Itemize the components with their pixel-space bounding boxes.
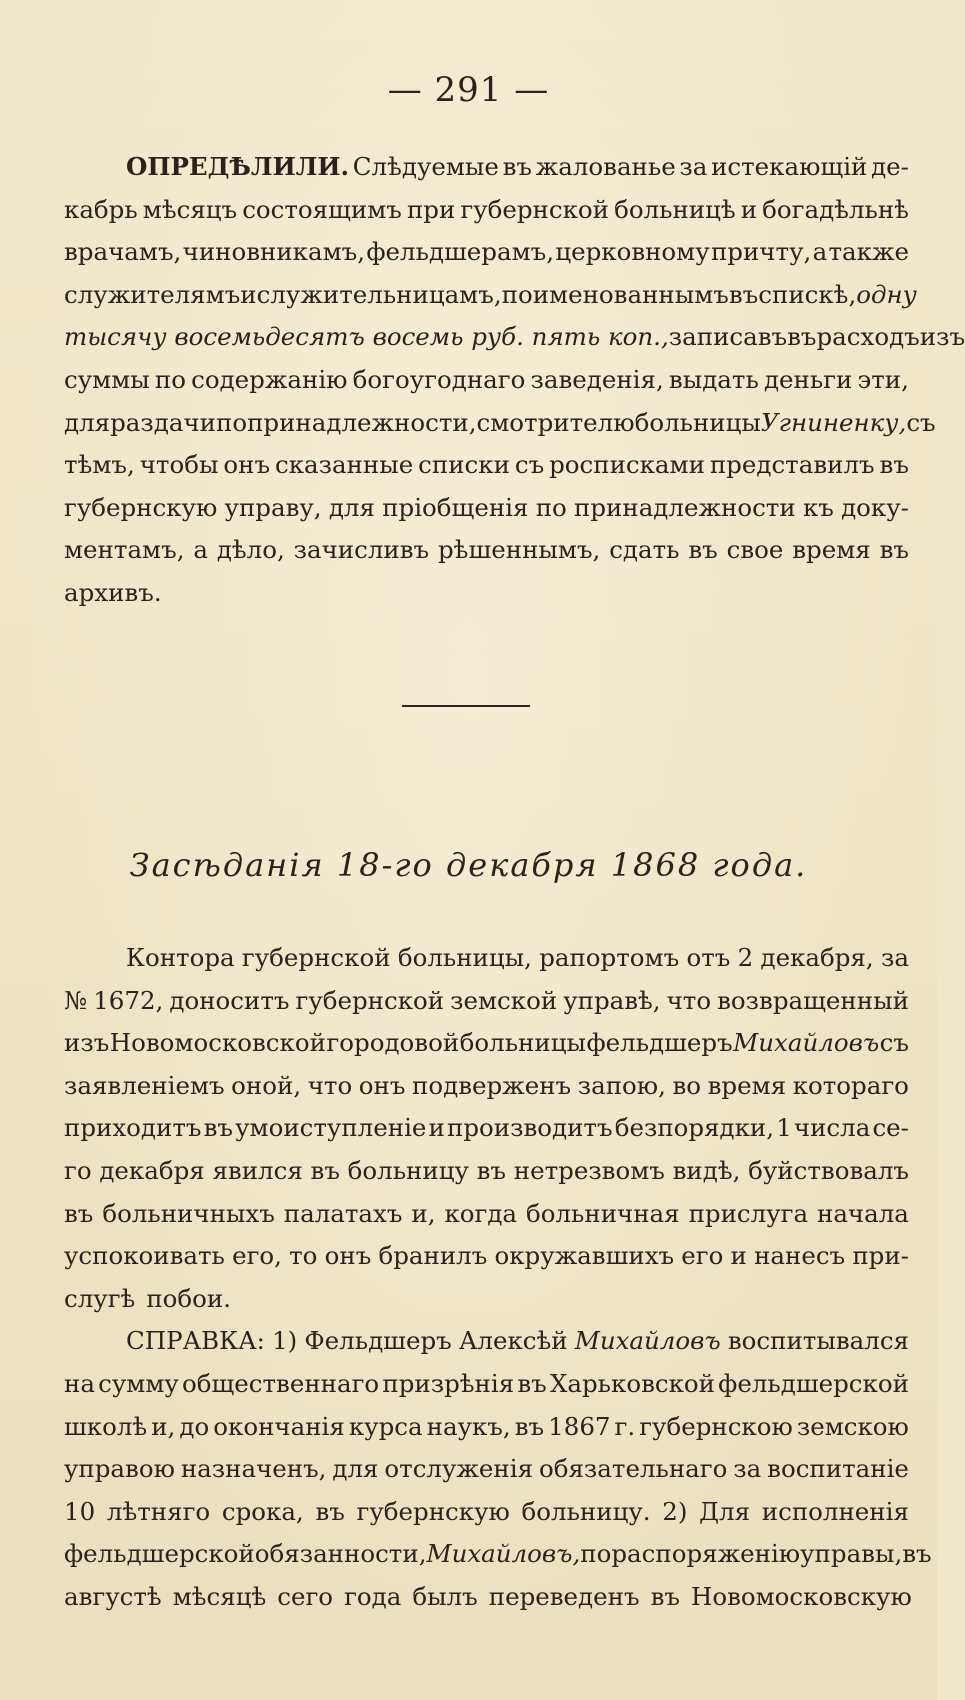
word: се-: [872, 1113, 909, 1143]
word: Контора: [126, 943, 235, 972]
word: состоящимъ: [242, 194, 402, 224]
word: зачисливъ: [293, 535, 430, 565]
word: его,: [232, 1241, 282, 1271]
word: Новомосковской: [109, 1028, 326, 1058]
word: числа: [793, 1113, 871, 1143]
text-line: [64, 980, 909, 1023]
word: окружавшихъ: [494, 1241, 675, 1271]
word: при: [406, 194, 456, 224]
word: по: [535, 492, 567, 522]
word: въ: [787, 322, 817, 352]
word: чтобы: [139, 450, 219, 480]
text-line: [64, 146, 909, 189]
word: по: [215, 407, 248, 437]
word: Слѣдуемые: [352, 152, 499, 181]
word: Алексѣй: [458, 1326, 568, 1356]
word: 2): [662, 1496, 688, 1526]
word: служительницамъ,: [256, 279, 502, 309]
word: врачамъ,: [64, 237, 182, 267]
word: котораго: [792, 1070, 909, 1100]
text-line: [64, 1065, 909, 1108]
word: жалованье: [535, 152, 676, 181]
word: губернской: [241, 943, 391, 972]
word: отслуженія: [384, 1454, 534, 1484]
word: деньги: [763, 364, 853, 394]
text-line: [64, 1235, 909, 1278]
word: съ: [906, 407, 936, 437]
word: губернской: [295, 985, 445, 1015]
word: Новомосковскую: [690, 1581, 912, 1611]
word: фельдшерской: [64, 1539, 255, 1569]
word: воспитывался: [727, 1326, 909, 1356]
word: въ: [517, 1368, 547, 1398]
word: назначенъ,: [180, 1454, 327, 1484]
word: Угниненку,: [760, 407, 907, 437]
word: служителямъ: [64, 279, 241, 309]
text-line: [64, 1193, 909, 1236]
word: призрѣнія: [382, 1368, 515, 1398]
word: по: [154, 364, 186, 394]
word: 1672,: [93, 985, 164, 1015]
word: губернскую: [64, 492, 218, 522]
word: управу,: [224, 492, 322, 522]
word: де-: [871, 152, 909, 181]
section-divider: [402, 705, 530, 707]
word: общественнаго: [181, 1368, 380, 1398]
word: воспитаніе: [767, 1454, 909, 1484]
word: декабря: [99, 1155, 205, 1185]
word: больницы: [634, 407, 761, 437]
word: городовой: [326, 1028, 460, 1058]
word: за: [733, 1454, 762, 1484]
word: 1867: [548, 1411, 611, 1441]
word: для: [328, 492, 375, 522]
word: при-: [852, 1241, 909, 1271]
word: производитъ: [447, 1113, 613, 1143]
word: лѣтняго: [106, 1496, 211, 1526]
word: губернскую: [356, 1496, 510, 1526]
word: фельдшеръ: [586, 1028, 733, 1058]
word: кабрь: [64, 194, 138, 224]
word: буйствовалъ: [748, 1155, 909, 1185]
word: изъ: [64, 1028, 110, 1058]
word: онъ: [358, 1070, 406, 1100]
word: 2: [737, 943, 754, 972]
word: заведенія,: [530, 364, 664, 394]
word: видѣ,: [672, 1155, 741, 1185]
word: фельдшерской: [718, 1368, 909, 1398]
page-number: — 291 —: [387, 70, 550, 110]
word: слугѣ: [64, 1283, 136, 1313]
resolution-paragraph: [64, 146, 965, 615]
word: въ: [879, 535, 909, 565]
word: въ: [728, 279, 759, 309]
text-line: [64, 1576, 912, 1619]
word: дѣло,: [216, 535, 285, 565]
word: 1): [272, 1326, 298, 1356]
word: съ: [514, 450, 545, 480]
word: г.: [614, 1411, 636, 1441]
word: губернской: [460, 194, 610, 224]
word: больницы: [459, 1028, 586, 1058]
word: принадлежности: [574, 492, 796, 522]
word: больничныхъ: [102, 1198, 275, 1228]
word: Михайловъ,: [426, 1539, 581, 1569]
word: управы,: [800, 1539, 903, 1569]
session-heading: Засѣданія 18-го декабря 1868 года.: [129, 846, 808, 884]
word: Харьковской: [549, 1368, 715, 1398]
word: записавъ: [668, 322, 788, 352]
word: а: [193, 535, 208, 565]
text-line: [64, 444, 909, 487]
word: явился: [212, 1155, 303, 1185]
word: выдать: [668, 364, 759, 394]
word: одну: [856, 279, 917, 309]
word: возвращенный: [717, 985, 909, 1015]
word: съ: [879, 1028, 909, 1058]
word: чиновникамъ,: [182, 237, 366, 267]
word: на: [64, 1368, 95, 1398]
word: списки: [418, 450, 510, 480]
word: переведенъ: [488, 1581, 640, 1611]
text-line: [64, 1406, 909, 1449]
word: окончанія: [213, 1411, 345, 1441]
word: побои.: [146, 1283, 232, 1313]
word: ОПРЕДѢЛИЛИ.: [126, 152, 350, 181]
text-line: [64, 1022, 909, 1065]
word: земской: [450, 985, 558, 1015]
word: сумму: [98, 1368, 179, 1398]
word: тысячу восемьдесятъ восемь руб. пять коп.,: [64, 322, 669, 352]
word: и: [730, 1241, 747, 1271]
word: а: [812, 237, 828, 267]
text-line: [64, 1363, 909, 1406]
text-line: [64, 402, 936, 445]
word: богадѣльнѣ: [762, 194, 909, 224]
word: 10: [64, 1496, 96, 1526]
word: время: [792, 535, 871, 565]
text-line: [64, 1448, 909, 1491]
word: оной,: [231, 1070, 302, 1100]
word: бранилъ: [378, 1241, 488, 1271]
word: больничная: [525, 1198, 680, 1228]
word: нанесъ: [754, 1241, 846, 1271]
word: больницѣ: [614, 194, 736, 224]
word: свое: [726, 535, 784, 565]
word: больницы,: [397, 943, 532, 972]
word: въ: [650, 1581, 680, 1611]
report-section: [64, 937, 932, 1619]
word: губернскою: [639, 1411, 793, 1441]
word: также: [828, 237, 909, 267]
word: срока,: [221, 1496, 304, 1526]
word: къ: [802, 492, 834, 522]
word: мѣсяцъ: [142, 194, 238, 224]
word: управою: [64, 1454, 175, 1484]
word: до: [179, 1411, 210, 1441]
word: и,: [151, 1411, 176, 1441]
report-paragraph: [64, 937, 909, 1320]
word: и: [240, 279, 257, 309]
word: рапортомъ: [539, 943, 680, 972]
word: наукъ,: [426, 1411, 511, 1441]
word: для: [332, 1454, 379, 1484]
word: спискѣ,: [758, 279, 857, 309]
word: въ: [310, 1155, 340, 1185]
word: смотрителю: [476, 407, 635, 437]
word: пріобщенія: [382, 492, 529, 522]
word: сего: [277, 1581, 334, 1611]
word: суммы: [64, 364, 150, 394]
word: исполненія: [761, 1496, 909, 1526]
word: содержанію: [191, 364, 348, 394]
word: года: [344, 1581, 402, 1611]
text-line: [64, 529, 909, 572]
word: причту,: [710, 237, 812, 267]
word: го: [64, 1155, 92, 1185]
word: по: [580, 1539, 612, 1569]
word: что: [307, 1070, 353, 1100]
word: въ: [502, 152, 532, 181]
word: принадлежности,: [247, 407, 477, 437]
word: больницу: [347, 1155, 469, 1185]
word: управѣ,: [563, 985, 661, 1015]
word: и,: [411, 1198, 436, 1228]
word: раздачи: [110, 407, 216, 437]
word: для: [64, 407, 111, 437]
word: сказанные: [274, 450, 414, 480]
word: въ: [902, 1539, 932, 1569]
text-line: [64, 1107, 909, 1150]
word: архивъ.: [64, 577, 162, 607]
word: распоряженію: [611, 1539, 801, 1569]
word: обязанности,: [254, 1539, 427, 1569]
word: обязательнаго: [538, 1454, 728, 1484]
word: Фельдшеръ: [304, 1326, 452, 1356]
word: истекающій: [711, 152, 868, 181]
word: за: [679, 152, 708, 181]
word: Михайловъ: [733, 1028, 880, 1058]
word: курса: [348, 1411, 423, 1441]
word: въ: [879, 450, 909, 480]
word: безпорядки,: [614, 1113, 775, 1143]
word: время: [707, 1070, 787, 1100]
text-line: [64, 1320, 909, 1363]
word: и: [428, 1113, 445, 1143]
text-line: [64, 359, 909, 402]
word: отъ: [686, 943, 731, 972]
word: онъ: [324, 1241, 372, 1271]
word: заявленіемъ: [64, 1070, 225, 1100]
word: за: [880, 943, 909, 972]
word: умоиступленіе: [235, 1113, 427, 1143]
word: въ: [514, 1411, 545, 1441]
word: поименованнымъ: [501, 279, 729, 309]
word: подверженъ: [412, 1070, 572, 1100]
word: рѣшеннымъ,: [438, 535, 601, 565]
word: фельдшерамъ,: [366, 237, 555, 267]
word: больницу.: [521, 1496, 651, 1526]
word: церковному: [555, 237, 710, 267]
word: росписками: [549, 450, 705, 480]
word: Для: [699, 1496, 751, 1526]
text-line: [64, 1278, 909, 1321]
word: сдать: [609, 535, 680, 565]
word: мѣсяцѣ: [172, 1581, 267, 1611]
word: былъ: [412, 1581, 478, 1611]
word: представилъ: [709, 450, 875, 480]
word: земскою: [796, 1411, 909, 1441]
word: 1: [776, 1113, 792, 1143]
word: доку-: [841, 492, 909, 522]
word: когда: [444, 1198, 518, 1228]
word: богоугоднаго: [352, 364, 526, 394]
word: въ: [476, 1155, 507, 1185]
text-line: [64, 1150, 909, 1193]
word: прислуга: [688, 1198, 809, 1228]
word: успокоивать: [64, 1241, 225, 1271]
text-line: [64, 1533, 932, 1576]
word: начала: [817, 1198, 909, 1228]
word: школѣ: [64, 1411, 148, 1441]
word: палатахъ: [283, 1198, 403, 1228]
word: Михайловъ: [574, 1326, 721, 1356]
word: эти,: [857, 364, 909, 394]
word: въ: [203, 1113, 233, 1143]
word: въ: [315, 1496, 345, 1526]
word: СПРАВКА:: [126, 1326, 265, 1356]
word: запою,: [577, 1070, 666, 1100]
word: то: [289, 1241, 318, 1271]
text-line: [64, 572, 909, 615]
word: что: [666, 985, 712, 1015]
word: доноситъ: [169, 985, 290, 1015]
text-line: [64, 1491, 909, 1534]
word: приходитъ: [64, 1113, 202, 1143]
text-line: [64, 487, 909, 530]
word: нетрезвомъ: [513, 1155, 665, 1185]
word: изъ: [919, 322, 965, 352]
text-line: [64, 189, 909, 232]
word: и: [740, 194, 758, 224]
word: онъ: [223, 450, 271, 480]
word: декабря,: [760, 943, 874, 972]
word: тѣмъ,: [64, 450, 135, 480]
word: въ: [64, 1198, 94, 1228]
text-line: [64, 937, 909, 980]
text-line: [64, 316, 965, 359]
word: въ: [688, 535, 718, 565]
word: ментамъ,: [64, 535, 185, 565]
text-line: [64, 231, 909, 274]
word: расходъ: [816, 322, 920, 352]
reference-paragraph: [64, 1320, 932, 1618]
word: во: [672, 1070, 702, 1100]
text-line: [64, 274, 917, 317]
word: августѣ: [64, 1581, 162, 1611]
word: №: [64, 985, 88, 1015]
word: его: [681, 1241, 724, 1271]
